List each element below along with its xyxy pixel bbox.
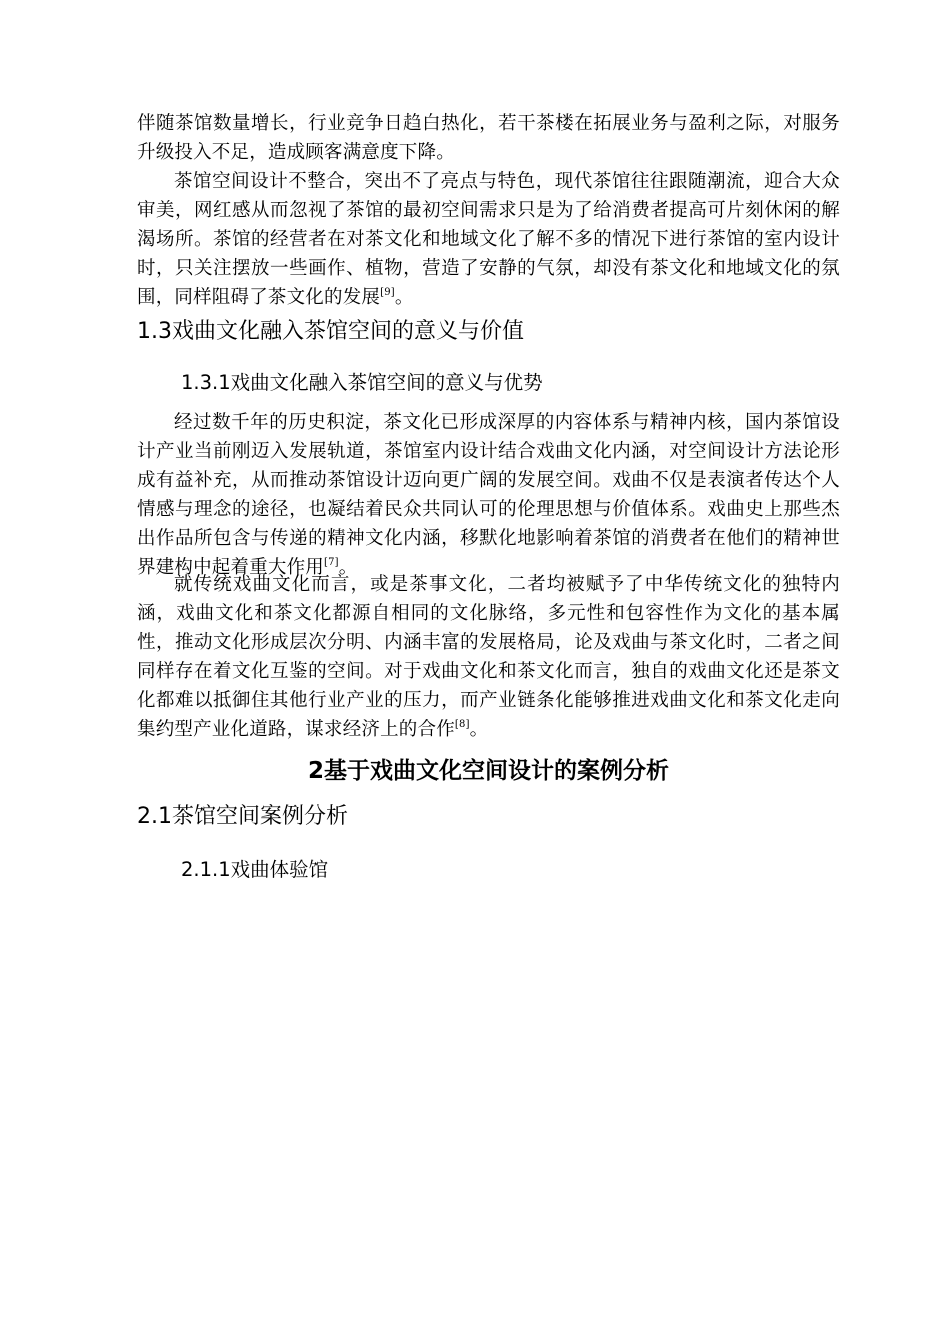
paragraph-text: 茶馆空间设计不整合，突出不了亮点与特色，现代茶馆往往跟随潮流，迎合大众审美，网红感从而忽视了茶馆的最初空间需求只是为了给消费者提高可片刻休闲的解渴场所。茶馆的经营者在对茶文化和地域文化了解不多的情况下进行茶馆的室内设计时，只关注摆放一些画作、植物，营造了安静的气氛，却没有茶文化和地域文化的氛围，同样阻碍了茶文化的发展 bbox=[137, 171, 840, 308]
paragraph-tea-culture bbox=[137, 408, 840, 582]
paragraph-end: 。 bbox=[394, 287, 414, 308]
heading-chapter-2: 2基于戏曲文化空间设计的案例分析 bbox=[307, 758, 669, 784]
paragraph-service-decline bbox=[137, 109, 840, 167]
heading-section-2-1: 2.1茶馆空间案例分析 bbox=[137, 804, 348, 829]
paragraph-end: 。 bbox=[338, 557, 358, 578]
paragraph-opera-culture bbox=[137, 570, 840, 744]
paragraph-space-design bbox=[137, 167, 840, 312]
citation: [9] bbox=[380, 287, 395, 298]
paragraph-text: 伴随茶馆数量增长，行业竞争日趋白热化，若干茶楼在拓展业务与盈利之际，对服务升级投入不足，造成顾客满意度下降。 bbox=[137, 113, 840, 163]
citation: [8] bbox=[454, 719, 470, 730]
heading-section-1-3-1: 1.3.1戏曲文化融入茶馆空间的意义与优势 bbox=[181, 371, 543, 394]
citation: [7] bbox=[324, 557, 339, 568]
heading-section-1-3: 1.3戏曲文化融入茶馆空间的意义与价值 bbox=[137, 319, 524, 344]
paragraph-text: 经过数千年的历史积淀，茶文化已形成深厚的内容体系与精神内核，国内茶馆设计产业当前刚迈入发展轨道，茶馆室内设计结合戏曲文化内涵，对空间设计方法论形成有益补充，从而推动茶馆设计迈向更广阔的发展空间。戏曲不仅是表演者传达个人情感与理念的途径，也凝结着民众共同认可的伦理思想与价值体系。戏曲史上那些杰出作品所包含与传递的精神文化内涵，移默化地影响着茶馆的消费者在他们的精神世界建构中起着重大作用 bbox=[137, 412, 840, 578]
paragraph-end: 。 bbox=[469, 719, 489, 740]
paragraph-text: 就传统戏曲文化而言，或是茶事文化，二者均被赋予了中华传统文化的独特内涵，戏曲文化和茶文化都源自相同的文化脉络，多元性和包容性作为文化的基本属性，推动文化形成层次分明、内涵丰富的发展格局，论及戏曲与茶文化时，二者之间同样存在着文化互鉴的空间。对于戏曲文化和茶文化而言，独自的戏曲文化还是茶文化都难以抵御住其他行业产业的压力，而产业链条化能够推进戏曲文化和茶文化走向集约型产业化道路，谋求经济上的合作 bbox=[137, 574, 840, 740]
heading-section-2-1-1: 2.1.1戏曲体验馆 bbox=[181, 858, 329, 881]
